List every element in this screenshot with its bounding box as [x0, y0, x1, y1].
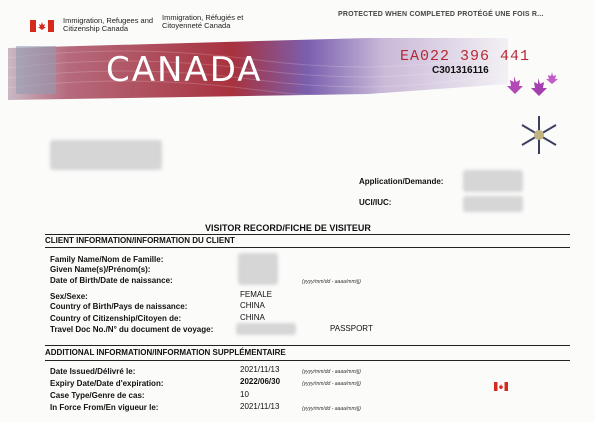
dob-label: Date of Birth/Date de naissance: — [50, 276, 173, 285]
case-type-value: 10 — [240, 390, 249, 399]
travel-doc-label: Travel Doc No./N° du document de voyage: — [50, 325, 214, 334]
redacted-uci — [463, 196, 523, 212]
divider — [45, 360, 570, 361]
expiry-label: Expiry Date/Date d'expiration: — [50, 379, 164, 388]
canada-flag-icon — [30, 20, 54, 32]
travel-doc-type: PASSPORT — [330, 324, 373, 333]
maple-leaf-hologram-icon — [500, 72, 560, 108]
application-label: Application/Demande: — [359, 177, 444, 186]
issued-value: 2021/11/13 — [240, 365, 280, 374]
divider — [45, 345, 570, 346]
sex-label: Sex/Sexe: — [50, 292, 88, 301]
family-name-label: Family Name/Nom de Famille: — [50, 255, 164, 264]
expiry-value: 2022/06/30 — [240, 377, 281, 386]
divider — [45, 247, 570, 248]
department-name-fr: Immigration, Réfugiés et Citoyenneté Canada — [162, 13, 244, 30]
serial-number: EA022 396 441 — [400, 48, 531, 65]
in-force-value: 2021/11/13 — [240, 402, 280, 411]
redacted-application-number — [463, 170, 523, 192]
redacted-name — [50, 140, 162, 170]
dob-format-hint: (yyyy/mm/dd - aaaa/mm/jj) — [302, 279, 361, 285]
client-section-heading: CLIENT INFORMATION/INFORMATION DU CLIENT — [45, 236, 235, 245]
in-force-label: In Force From/En vigueur le: — [50, 403, 159, 412]
document-title: VISITOR RECORD/FICHE DE VISITEUR — [205, 223, 371, 233]
citizenship-value: CHINA — [240, 313, 265, 322]
protected-notice: PROTECTED WHEN COMPLETED PROTÉGÉ UNE FOIS R... — [338, 11, 544, 18]
expiry-format-hint: (yyyy/mm/dd - aaaa/mm/jj) — [302, 381, 361, 387]
banner-country: CANADA — [106, 50, 263, 90]
redacted-client-names — [238, 253, 278, 285]
department-name-en: Immigration, Refugees and Citizenship Canada — [63, 16, 154, 33]
additional-section-heading: ADDITIONAL INFORMATION/INFORMATION SUPPLÉMENTAIRE — [45, 348, 286, 357]
in-force-format-hint: (yyyy/mm/dd - aaaa/mm/jj) — [302, 406, 361, 412]
issued-format-hint: (yyyy/mm/dd - aaaa/mm/jj) — [302, 369, 361, 375]
citizenship-label: Country of Citizenship/Citoyen de: — [50, 314, 182, 323]
birth-country-value: CHINA — [240, 301, 265, 310]
birth-country-label: Country of Birth/Pays de naissance: — [50, 302, 188, 311]
redacted-travel-doc — [236, 323, 296, 335]
small-canada-flag-icon — [494, 382, 508, 391]
case-type-label: Case Type/Genre de cas: — [50, 391, 145, 400]
given-names-label: Given Name(s)/Prénom(s): — [50, 265, 151, 274]
sex-value: FEMALE — [240, 290, 273, 299]
uci-label: UCI/IUC: — [359, 198, 392, 207]
divider — [45, 234, 570, 235]
control-number: C301316116 — [432, 65, 489, 76]
issued-label: Date Issued/Délivré le: — [50, 367, 136, 376]
snowflake-hologram-icon — [520, 114, 558, 156]
